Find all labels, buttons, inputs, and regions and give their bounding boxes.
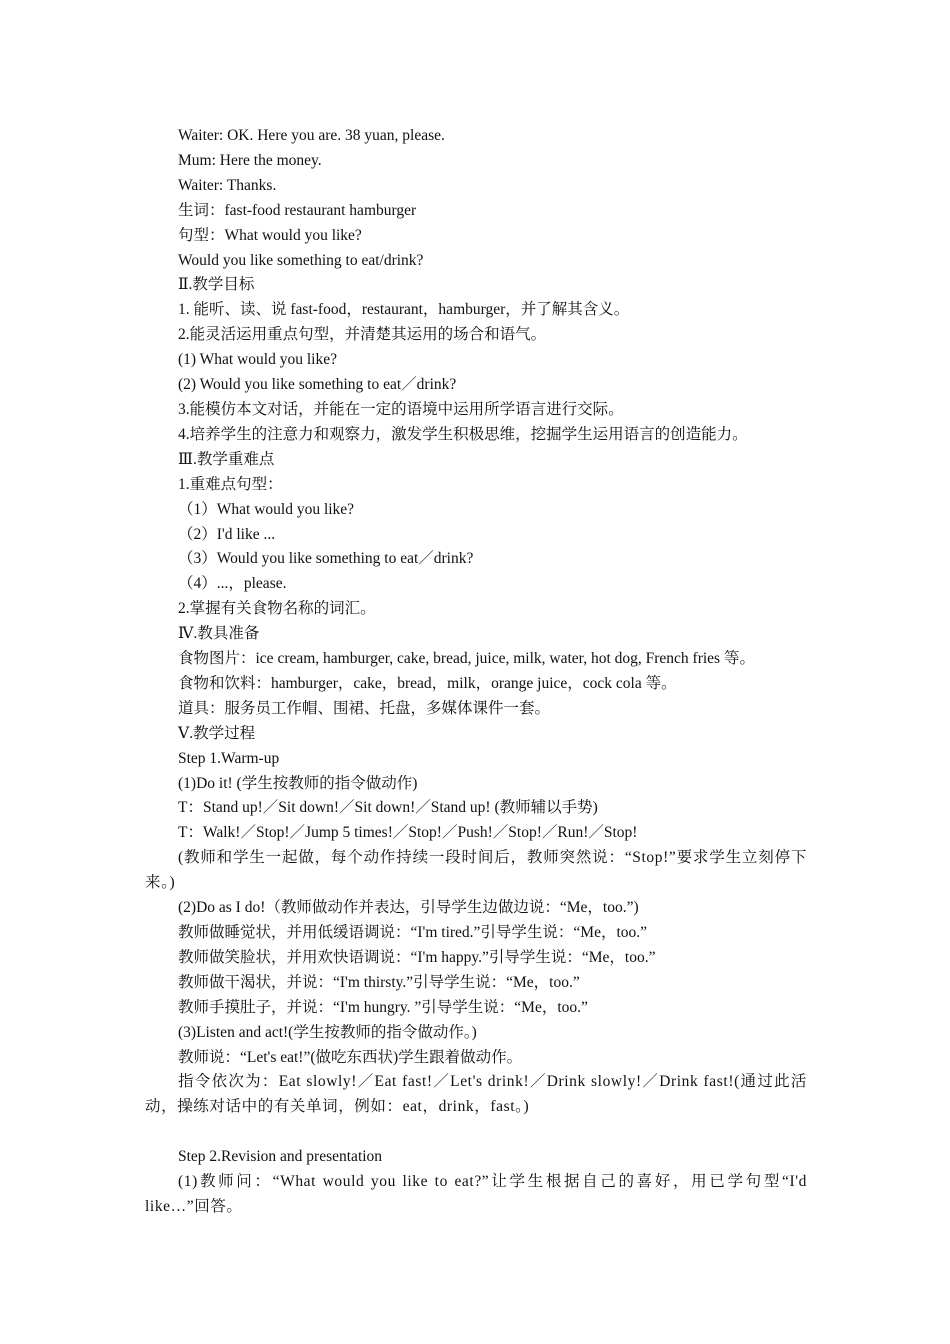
- text-line: 食物和饮料：hamburger，cake，bread，milk，orange juice，cock cola 等。: [178, 674, 677, 692]
- document-body: [145, 124, 807, 1220]
- blank-line: [145, 1120, 807, 1145]
- text-line: 教师手摸肚子，并说：“I'm hungry. ”引导学生说：“Me，too.”: [178, 998, 588, 1016]
- text-line: 4.培养学生的注意力和观察力，激发学生积极思维，挖掘学生运用语言的创造能力。: [178, 425, 748, 443]
- text-line: 2.掌握有关食物名称的词汇。: [178, 600, 376, 618]
- text-line: 1.重难点句型：: [178, 475, 283, 493]
- text-line: 教师说：“Let's eat!”(做吃东西状)学生跟着做动作。: [178, 1048, 523, 1066]
- text-line: (3)Listen and act!(学生按教师的指令做动作。): [178, 1023, 477, 1041]
- text-line: Step 2.Revision and presentation: [178, 1148, 383, 1166]
- text-line: Waiter: OK. Here you are. 38 yuan, please.: [178, 127, 445, 144]
- text-line: 2.能灵活运用重点句型，并清楚其运用的场合和语气。: [178, 326, 547, 344]
- text-line: 道具：服务员工作帽、围裙、托盘，多媒体课件一套。: [178, 699, 551, 717]
- text-paragraph: (教师和学生一起做，每个动作持续一段时间后，教师突然说：“Stop!”要求学生立刻停下来。): [145, 849, 807, 892]
- text-line: Ⅴ.教学过程: [178, 724, 256, 742]
- text-line: Ⅲ.教学重难点: [178, 450, 275, 468]
- text-line: 1. 能听、读、说 fast-food，restaurant，hamburger，并了解其含义。: [178, 301, 630, 319]
- text-line: T：Walk!／Stop!／Jump 5 times!／Stop!／Push!／Stop!／Run!／Stop!: [178, 824, 638, 842]
- text-line: 教师做干渴状，并说：“I'm thirsty.”引导学生说：“Me，too.”: [178, 973, 580, 991]
- text-line: (2)Do as I do!（教师做动作并表达，引导学生边做边说：“Me，too.”): [178, 899, 639, 917]
- text-line: (2) Would you like something to eat／drink?: [178, 376, 457, 394]
- text-line: (1) What would you like?: [178, 351, 337, 369]
- text-line: Would you like something to eat/drink?: [178, 251, 424, 269]
- text-paragraph: 指令依次为：Eat slowly!／Eat fast!／Let's drink!／Drink slowly!／Drink fast!(通过此活动，操练对话中的有关单词，例如：eat，drink，fast。): [145, 1073, 807, 1116]
- text-line: Ⅱ.教学目标: [178, 276, 255, 294]
- text-line: （2）I'd like ...: [178, 525, 276, 543]
- text-line: T：Stand up!／Sit down!／Sit down!／Stand up! (教师辅以手势): [178, 799, 598, 817]
- text-paragraph: (1)教师问：“What would you like to eat?”让学生根据自己的喜好，用已学句型“I'd like…”回答。: [145, 1173, 807, 1215]
- text-line: 生词：fast-food restaurant hamburger: [178, 201, 417, 219]
- text-line: （3）Would you like something to eat／drink?: [178, 550, 474, 568]
- text-line: Waiter: Thanks.: [178, 176, 277, 194]
- text-line: Step 1.Warm-up: [178, 749, 280, 767]
- text-line: 教师做笑脸状，并用欢快语调说：“I'm happy.”引导学生说：“Me，too.”: [178, 948, 656, 966]
- text-line: 句型：What would you like?: [178, 226, 362, 244]
- text-line: 3.能模仿本文对话，并能在一定的语境中运用所学语言进行交际。: [178, 400, 624, 418]
- text-line: 教师做睡觉状，并用低缓语调说：“I'm tired.”引导学生说：“Me，too.”: [178, 924, 648, 941]
- text-line: Mum: Here the money.: [178, 151, 322, 169]
- text-line: （1）What would you like?: [178, 500, 355, 518]
- text-line: （4）...，please.: [178, 575, 287, 593]
- text-line: Ⅳ.教具准备: [178, 625, 260, 643]
- text-line: 食物图片：ice cream, hamburger, cake, bread, juice, milk, water, hot dog, French fries 等。: [178, 650, 755, 668]
- text-line: (1)Do it! (学生按教师的指令做动作): [178, 774, 418, 792]
